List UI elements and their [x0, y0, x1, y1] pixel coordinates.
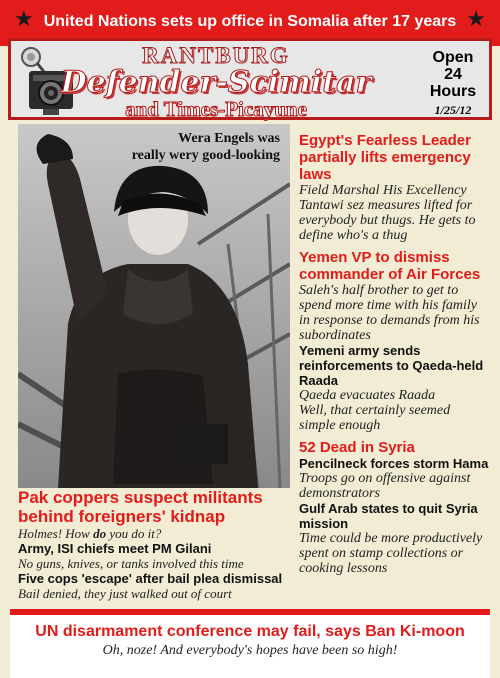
story-deck: Qaeda evacuates Raada — [299, 388, 436, 403]
hours-number: 24 — [444, 66, 462, 83]
story-deck: Troops go on offensive against demonstrators — [299, 471, 471, 501]
deck-text: you do it? — [106, 526, 162, 541]
masthead-subtitle: and Times-Picayune — [125, 97, 307, 121]
vintage-photo — [18, 124, 290, 488]
story-headline[interactable]: Pak coppers suspect militants behind foreigners' kidnap — [18, 488, 263, 526]
story-deck: Field Marshal His Excellency Tantawi sez measures lifted for everybody but thugs. He gets to define who's a thug — [299, 183, 476, 243]
story-deck: Well, that certainly seemed simple enough — [299, 403, 451, 433]
story-deck: Saleh's half brother to get to spend more time with his family in response to demands from his subordinates — [299, 283, 480, 343]
story-subheadline[interactable]: Pencilneck forces storm Hama — [299, 456, 489, 471]
masthead — [8, 38, 492, 120]
open-hours-box — [421, 49, 485, 118]
hours-label: Hours — [429, 83, 477, 100]
story-subheadline[interactable]: Gulf Arab states to quit Syria mission — [299, 501, 478, 531]
story-deck: No guns, knives, or tanks involved this time — [18, 556, 244, 571]
photo-caption-line: Wera Engels was — [178, 131, 280, 146]
story-headline[interactable]: Yemen VP to dismiss commander of Air Forces — [299, 249, 481, 283]
story-deck: Time could be more productively spent on stamp collections or cooking lessons — [299, 531, 483, 576]
story-deck — [18, 526, 290, 541]
story-headline[interactable]: 52 Dead in Syria — [299, 439, 415, 456]
woman-photo-illustration — [18, 124, 290, 488]
photo-caption-line: really wery good-looking — [131, 148, 280, 163]
story-subheadline[interactable]: Yemeni army sends reinforcements to Qaeda-held Raada — [299, 343, 484, 388]
star-icon: ★ — [466, 6, 486, 31]
story-subheadline[interactable]: Army, ISI chiefs meet PM Gilani — [18, 541, 212, 556]
bottom-headline[interactable]: UN disarmament conference may fail, says Ban Ki-moon — [35, 623, 465, 640]
issue-date: 1/25/12 — [434, 103, 472, 117]
story-deck: Bail denied, they just walked out of court — [18, 586, 232, 601]
right-story-column — [299, 132, 489, 576]
star-icon: ★ — [14, 6, 34, 31]
bottom-story — [10, 615, 490, 678]
story-subheadline[interactable]: Five cops 'escape' after bail plea dismissal — [18, 571, 283, 586]
bottom-deck: Oh, noze! And everybody's hopes have been so high! — [102, 643, 398, 658]
top-headline[interactable]: United Nations sets up office in Somalia after 17 years — [43, 13, 457, 30]
left-story-column — [18, 488, 290, 601]
deck-text: Holmes! How — [18, 526, 94, 541]
open-label: Open — [432, 49, 474, 66]
photo-caption — [132, 130, 280, 164]
masthead-title: Defender-Scimitar — [60, 65, 372, 100]
masthead-rantburg: RANTBURG — [142, 43, 290, 68]
deck-emphasis: do — [93, 526, 107, 541]
story-headline[interactable]: Egypt's Fearless Leader partially lifts emergency laws — [299, 132, 471, 183]
